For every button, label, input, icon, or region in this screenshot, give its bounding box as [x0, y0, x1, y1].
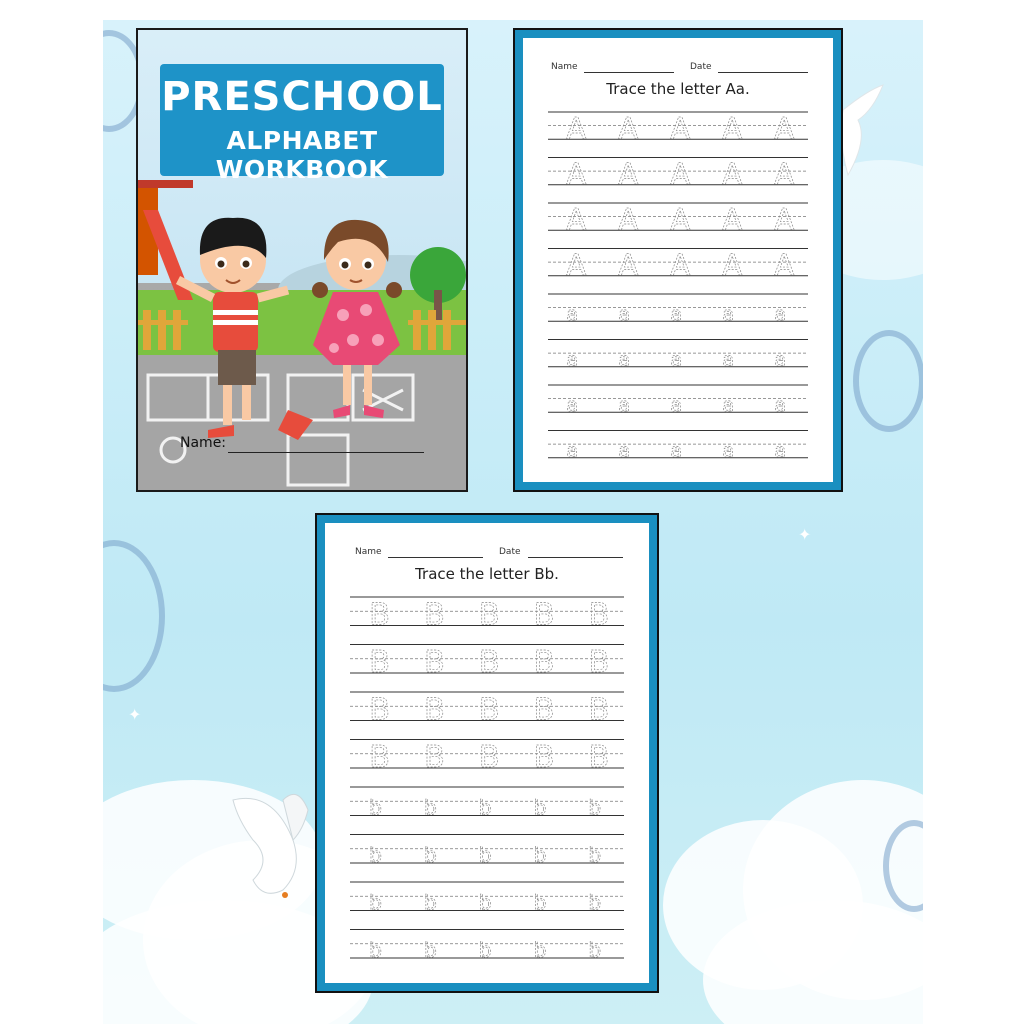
trace-letter: A: [670, 202, 691, 237]
workbook-cover: [136, 28, 468, 492]
worksheet-letter-b: [315, 513, 659, 993]
trace-letter: A: [722, 247, 743, 282]
worksheet-title: Trace the letter Aa.: [606, 80, 750, 98]
trace-letter: A: [566, 202, 587, 237]
cover-name-label: Name:: [180, 435, 227, 451]
date-label: Date: [499, 547, 521, 557]
trace-letter: b: [478, 795, 492, 820]
trace-letter: a: [774, 302, 787, 326]
trace-letter: B: [423, 740, 445, 775]
trace-letter: B: [478, 692, 500, 728]
name-label: Name: [551, 62, 578, 72]
trace-letter: B: [533, 597, 555, 633]
trace-letter: A: [722, 202, 743, 237]
trace-letter: B: [478, 597, 500, 633]
trace-letter: B: [588, 645, 610, 680]
trace-letter: a: [774, 347, 787, 371]
trace-letter: b: [478, 843, 492, 867]
trace-letter: A: [774, 247, 795, 282]
worksheet-letter-a: [513, 28, 843, 492]
trace-letter: B: [533, 645, 555, 680]
trace-letter: b: [478, 890, 492, 915]
trace-letter: B: [423, 645, 445, 680]
trace-letter: B: [533, 692, 555, 728]
trace-letter: A: [618, 111, 639, 146]
trace-letter: a: [722, 302, 735, 326]
sparkle-icon: ✦: [128, 705, 142, 724]
trace-letter: a: [566, 347, 579, 371]
cover-title-box: [160, 64, 444, 184]
trace-letter: B: [533, 740, 555, 775]
name-label: Name: [355, 547, 382, 557]
sparkle-icon: ✦: [798, 525, 812, 544]
trace-letter: a: [618, 438, 631, 462]
trace-letter: b: [423, 890, 437, 915]
trace-letter: b: [423, 938, 437, 962]
trace-letter: a: [722, 347, 735, 371]
trace-letter: A: [774, 202, 795, 237]
trace-letter: B: [369, 645, 391, 680]
trace-letter: a: [670, 438, 683, 462]
trace-letter: A: [774, 156, 795, 191]
trace-letter: A: [670, 156, 691, 191]
trace-letter: A: [670, 247, 691, 282]
trace-letter: a: [618, 302, 631, 326]
trace-letter: a: [566, 302, 579, 326]
trace-letter: B: [369, 597, 391, 633]
trace-letter: B: [588, 597, 610, 633]
cover-subtitle: ALPHABET WORKBOOK: [215, 126, 389, 184]
trace-letter: a: [670, 393, 683, 417]
trace-letter: b: [369, 938, 383, 962]
trace-letter: b: [588, 843, 602, 867]
trace-letter: b: [588, 938, 602, 962]
trace-letter: B: [478, 645, 500, 680]
trace-letter: a: [774, 438, 787, 462]
trace-letter: B: [369, 692, 391, 728]
trace-letter: a: [618, 347, 631, 371]
trace-letter: b: [423, 795, 437, 820]
tracing-rows: [325, 523, 649, 983]
trace-letter: b: [533, 938, 547, 962]
trace-letter: B: [423, 597, 445, 633]
trace-letter: a: [566, 438, 579, 462]
trace-letter: A: [722, 111, 743, 146]
trace-letter: A: [566, 156, 587, 191]
trace-letter: B: [588, 692, 610, 728]
trace-letter: b: [478, 938, 492, 962]
trace-letter: b: [369, 890, 383, 915]
trace-letter: a: [670, 347, 683, 371]
date-label: Date: [690, 62, 712, 72]
trace-letter: A: [618, 202, 639, 237]
trace-letter: A: [566, 247, 587, 282]
trace-letter: a: [774, 393, 787, 417]
trace-letter: b: [533, 890, 547, 915]
trace-letter: a: [618, 393, 631, 417]
trace-letter: b: [533, 795, 547, 820]
trace-letter: b: [588, 795, 602, 820]
trace-letter: B: [588, 740, 610, 775]
tracing-rows: [523, 38, 833, 482]
trace-letter: A: [670, 111, 691, 146]
cover-title: PRESCHOOL: [161, 74, 443, 120]
trace-letter: B: [369, 740, 391, 775]
trace-letter: a: [722, 438, 735, 462]
trace-letter: b: [588, 890, 602, 915]
trace-letter: A: [774, 111, 795, 146]
worksheet-page: [523, 38, 833, 482]
cover-name-line: [228, 452, 424, 453]
worksheet-page: [325, 523, 649, 983]
trace-letter: A: [618, 247, 639, 282]
trace-letter: A: [566, 111, 587, 146]
trace-letter: a: [566, 393, 579, 417]
trace-letter: A: [618, 156, 639, 191]
trace-letter: b: [423, 843, 437, 867]
worksheet-title: Trace the letter Bb.: [415, 565, 559, 583]
dove-icon: [838, 80, 888, 180]
trace-letter: b: [533, 843, 547, 867]
trace-letter: B: [478, 740, 500, 775]
trace-letter: b: [369, 795, 383, 820]
trace-letter: a: [670, 302, 683, 326]
trace-letter: A: [722, 156, 743, 191]
trace-letter: a: [722, 393, 735, 417]
trace-letter: B: [423, 692, 445, 728]
trace-letter: b: [369, 843, 383, 867]
